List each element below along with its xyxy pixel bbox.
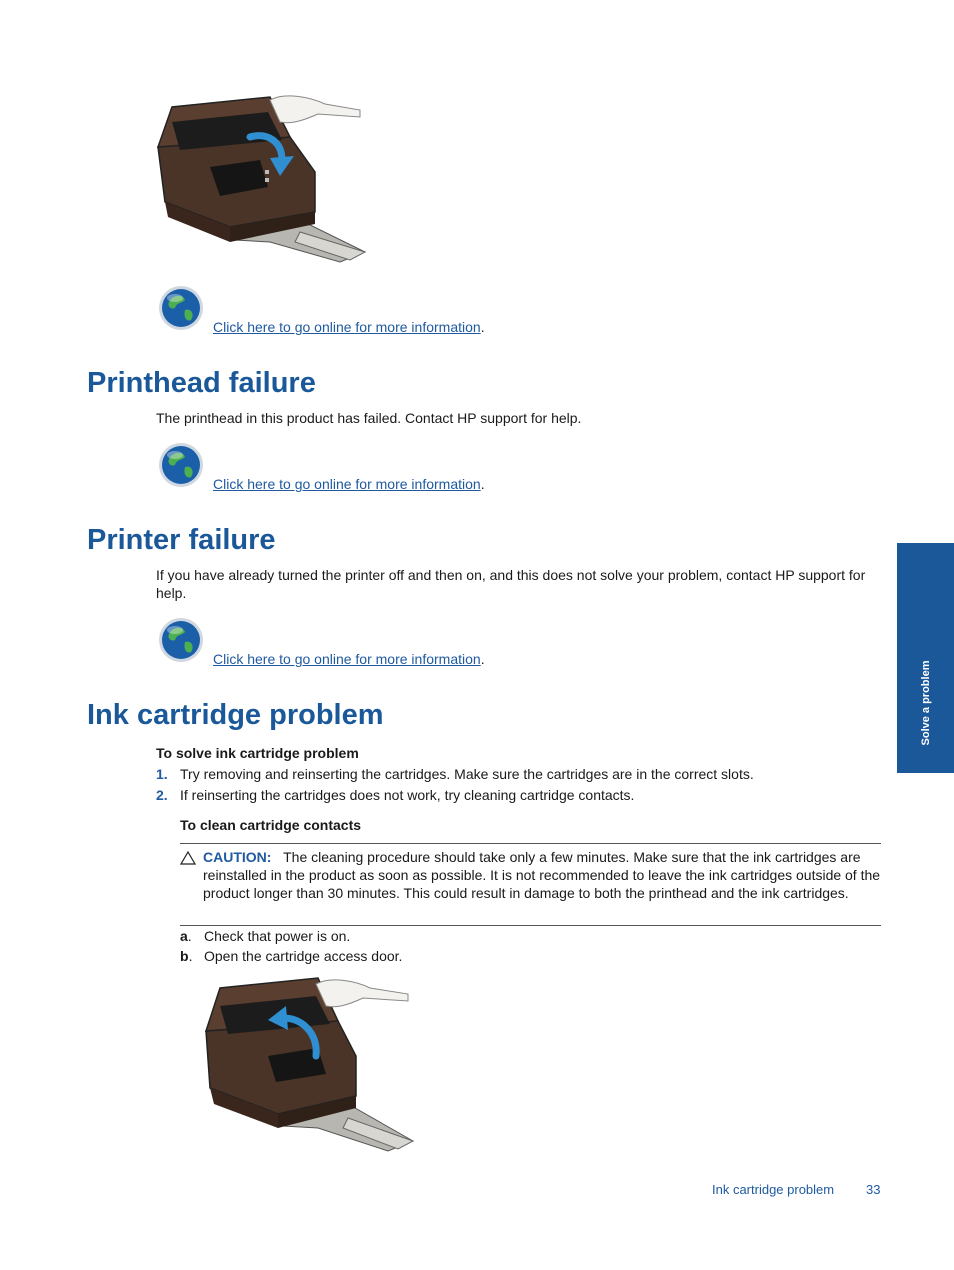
substep-item: a. Check that power is on. [180, 928, 351, 944]
online-info-line: Click here to go online for more information. [213, 319, 485, 335]
ink-cartridge-heading: Ink cartridge problem [87, 699, 384, 731]
printhead-failure-heading: Printhead failure [87, 367, 316, 399]
step-item: 1. Try removing and reinserting the cartridges. Make sure the cartridges are in the correct slots. [156, 766, 754, 782]
caution-paragraph [203, 848, 881, 902]
globe-icon [157, 441, 205, 489]
caution-box [180, 843, 881, 926]
substep-item: b. Open the cartridge access door. [180, 948, 403, 964]
printhead-failure-text: The printhead in this product has failed. Contact HP support for help. [156, 410, 582, 426]
printer-close-door-illustration [150, 92, 375, 267]
footer-section-name: Ink cartridge problem [712, 1182, 835, 1197]
procedure-title: To solve ink cartridge problem [156, 745, 359, 761]
caution-label: CAUTION: [203, 849, 272, 865]
step-item: 2. If reinserting the cartridges does not work, try cleaning cartridge contacts. [156, 787, 635, 803]
footer-page-number: 33 [866, 1182, 881, 1197]
warning-triangle-icon [180, 851, 196, 865]
online-info-line: Click here to go online for more information. [213, 651, 485, 667]
online-info-line: Click here to go online for more information. [213, 476, 485, 492]
printer-failure-text: If you have already turned the printer off and then on, and this does not solve your problem, contact HP support for help. [156, 567, 866, 601]
globe-icon [157, 284, 205, 332]
caution-text: The cleaning procedure should take only a few minutes. Make sure that the ink cartridges are reinstalled in the product as soon as possible. It is not recommended to leave the ink cartridges outside of the product longer than 30 minutes. This could result in damage to both the printhead and the ink cartridges. [203, 849, 881, 901]
globe-icon [157, 616, 205, 664]
chapter-side-tab [897, 543, 954, 773]
printer-failure-heading: Printer failure [87, 524, 276, 556]
online-info-link[interactable]: Click here to go online for more information [213, 651, 481, 667]
online-info-link[interactable]: Click here to go online for more information [213, 476, 481, 492]
clean-contacts-title: To clean cartridge contacts [180, 817, 362, 833]
printer-open-door-illustration [198, 976, 423, 1156]
chapter-side-tab-label: Solve a problem [919, 660, 932, 746]
online-info-link[interactable]: Click here to go online for more information [213, 319, 481, 335]
